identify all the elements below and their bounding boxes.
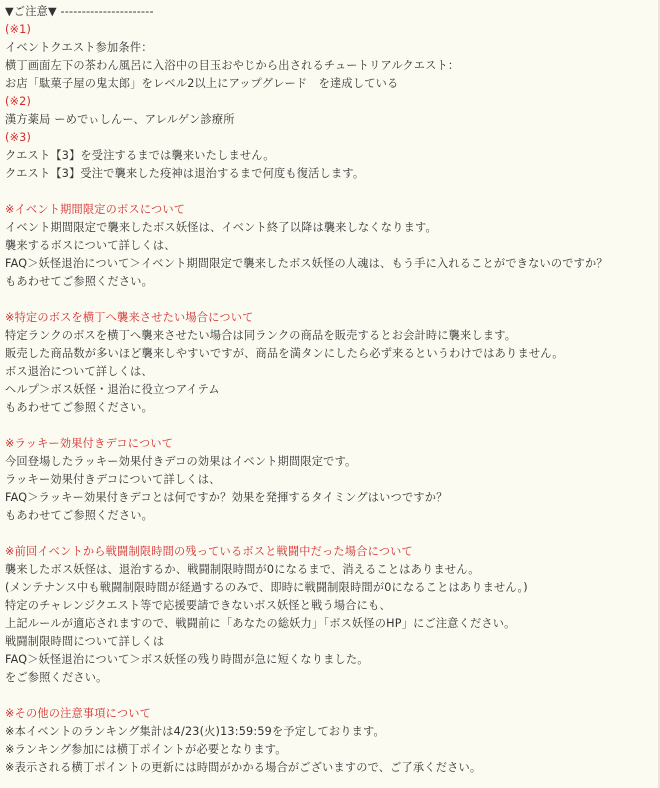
notice-line: もあわせてご参照ください。 (5, 509, 154, 522)
section-heading: ※イベント期間限定のボスについて (5, 203, 186, 216)
notice-line: 襲来したボス妖怪は、退治するか、戦闘制限時間が0になるまで、消えることはありません。 (5, 563, 480, 576)
notice-line: クエスト【3】を受注するまでは襲来いたしません。 (5, 149, 275, 162)
notice-line: ※本イベントのランキング集計は4/23(火)13:59:59を予定しております。 (5, 725, 385, 738)
notice-line: 販売した商品数が多いほど襲来しやすいですが、商品を満タンにしたら必ず来るというわけではありません。 (5, 347, 564, 360)
spacer (5, 687, 652, 705)
notice-line: 襲来するボスについて詳しくは、 (5, 239, 176, 252)
notice-line: FAQ＞ラッキー効果付きデコとは何ですか？効果を発揮するタイミングはいつですか？ (5, 491, 448, 504)
notice-line: お店「駄菓子屋の鬼太郎」をレベル2以上にアップグレード を達成している (5, 77, 399, 90)
section-heading: ※特定のボスを横丁へ襲来させたい場合について (5, 311, 254, 324)
section-heading: (※3) (5, 131, 32, 144)
spacer (5, 525, 652, 543)
notice-line: イベント期間限定で襲来したボス妖怪は、イベント終了以降は襲来しなくなります。 (5, 221, 437, 234)
section-heading: (※1) (5, 23, 32, 36)
notice-line: 上記ルールが適応されますので、戦闘前に「あなたの総妖力」「ボス妖怪のHP」にご注意ください。 (5, 617, 516, 630)
notice-line: FAQ＞妖怪退治について＞ボス妖怪の残り時間が急に短くなりました。 (5, 653, 369, 666)
section-heading: ※前回イベントから戦闘制限時間の残っているボスと戦闘中だった場合について (5, 545, 413, 558)
notice-line: 漢方薬局 ーめでぃしんー、アレルゲン診療所 (5, 113, 235, 126)
notice-lines (5, 3, 652, 777)
notice-line: ボス退治について詳しくは、 (5, 365, 153, 378)
notice-line: 横丁画面左下の茶わん風呂に入浴中の目玉おやじから出されるチュートリアルクエスト： (5, 59, 460, 72)
notice-line: 今回登場したラッキー効果付きデコの効果はイベント期間限定です。 (5, 455, 357, 468)
spacer (5, 417, 652, 435)
spacer (5, 183, 652, 201)
section-heading: ※ラッキー効果付きデコについて (5, 437, 174, 450)
notice-line: ヘルプ＞ボス妖怪・退治に役立つアイテム (5, 383, 220, 396)
notice-line: 特定ランクのボスを横丁へ襲来させたい場合は同ランクの商品を販売するとお会計時に襲来します。 (5, 329, 517, 342)
notice-line: ラッキー効果付きデコについて詳しくは、 (5, 473, 221, 486)
section-heading: ※その他の注意事項について (5, 707, 152, 720)
notice-line: ※表示される横丁ポイントの更新には時間がかかる場合がございますので、ご了承ください。 (5, 761, 482, 774)
notice-line: 特定のチャレンジクエスト等で応援要請できないボス妖怪と戦う場合にも、 (5, 599, 391, 612)
notice-line: もあわせてご参照ください。 (5, 275, 154, 288)
section-heading: (※2) (5, 95, 32, 108)
notice-line: (メンテナンス中も戦闘制限時間が経過するのみで、即時に戦闘制限時間が0になることはありません。) (5, 581, 528, 594)
notice-line: ▼ご注意▼ ---------------------- (5, 5, 154, 18)
notice-line: ※ランキング参加には横丁ポイントが必要となります。 (5, 743, 287, 756)
notice-line: FAQ＞妖怪退治について＞イベント期間限定で襲来したボス妖怪の人魂は、もう手に入れることができないのですか？ (5, 257, 608, 270)
notice-line: をご参照ください。 (5, 671, 108, 684)
notice-line: もあわせてご参照ください。 (5, 401, 154, 414)
notice-line: イベントクエスト参加条件： (5, 41, 153, 54)
notice-line: 戦闘制限時間について詳しくは (5, 635, 165, 648)
notice-line: クエスト【3】受注で襲来した疫神は退治するまで何度も復活します。 (5, 167, 365, 180)
spacer (5, 291, 652, 309)
